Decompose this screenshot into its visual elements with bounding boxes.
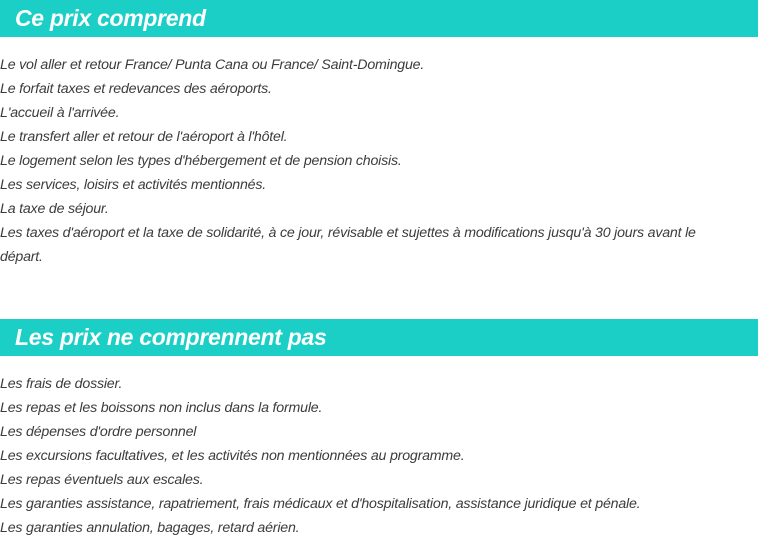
excluded-item-meals-drinks: Les repas et les boissons non inclus dans la formule. [0, 400, 323, 416]
excluded-items-list [0, 372, 740, 540]
included-item-tourist-tax: La taxe de séjour. [0, 201, 109, 217]
included-item-airport-fees: Le forfait taxes et redevances des aéroports. [0, 81, 272, 97]
excluded-section-title: Les prix ne comprennent pas [15, 324, 327, 350]
included-item-lodging: Le logement selon les types d'hébergement et de pension choisis. [0, 153, 402, 169]
included-item-services: Les services, loisirs et activités mentionnés. [0, 177, 266, 193]
excluded-item-file-fees: Les frais de dossier. [0, 376, 123, 392]
included-section-title: Ce prix comprend [15, 5, 206, 31]
included-item-transfer: Le transfert aller et retour de l'aéroport à l'hôtel. [0, 129, 288, 145]
included-item-airport-taxes: Les taxes d'aéroport et la taxe de solidarité, à ce jour, révisable et sujettes à modifications jusqu'à 30 jours avant le départ. [0, 225, 696, 265]
included-item-flight: Le vol aller et retour France/ Punta Cana ou France/ Saint-Domingue. [0, 57, 425, 73]
excluded-item-assistance-insurance: Les garanties assistance, rapatriement, frais médicaux et d'hospitalisation, assistance juridique et pénale. [0, 496, 641, 512]
excluded-section-header [0, 319, 758, 356]
included-items-list [0, 53, 740, 269]
included-item-welcome: L'accueil à l'arrivée. [0, 105, 120, 121]
excluded-item-excursions: Les excursions facultatives, et les activités non mentionnées au programme. [0, 448, 465, 464]
excluded-item-cancellation-insurance: Les garanties annulation, bagages, retard aérien. [0, 520, 300, 536]
included-section-header [0, 0, 758, 37]
excluded-item-stopover-meals: Les repas éventuels aux escales. [0, 472, 204, 488]
excluded-item-personal-expenses: Les dépenses d'ordre personnel [0, 424, 197, 440]
